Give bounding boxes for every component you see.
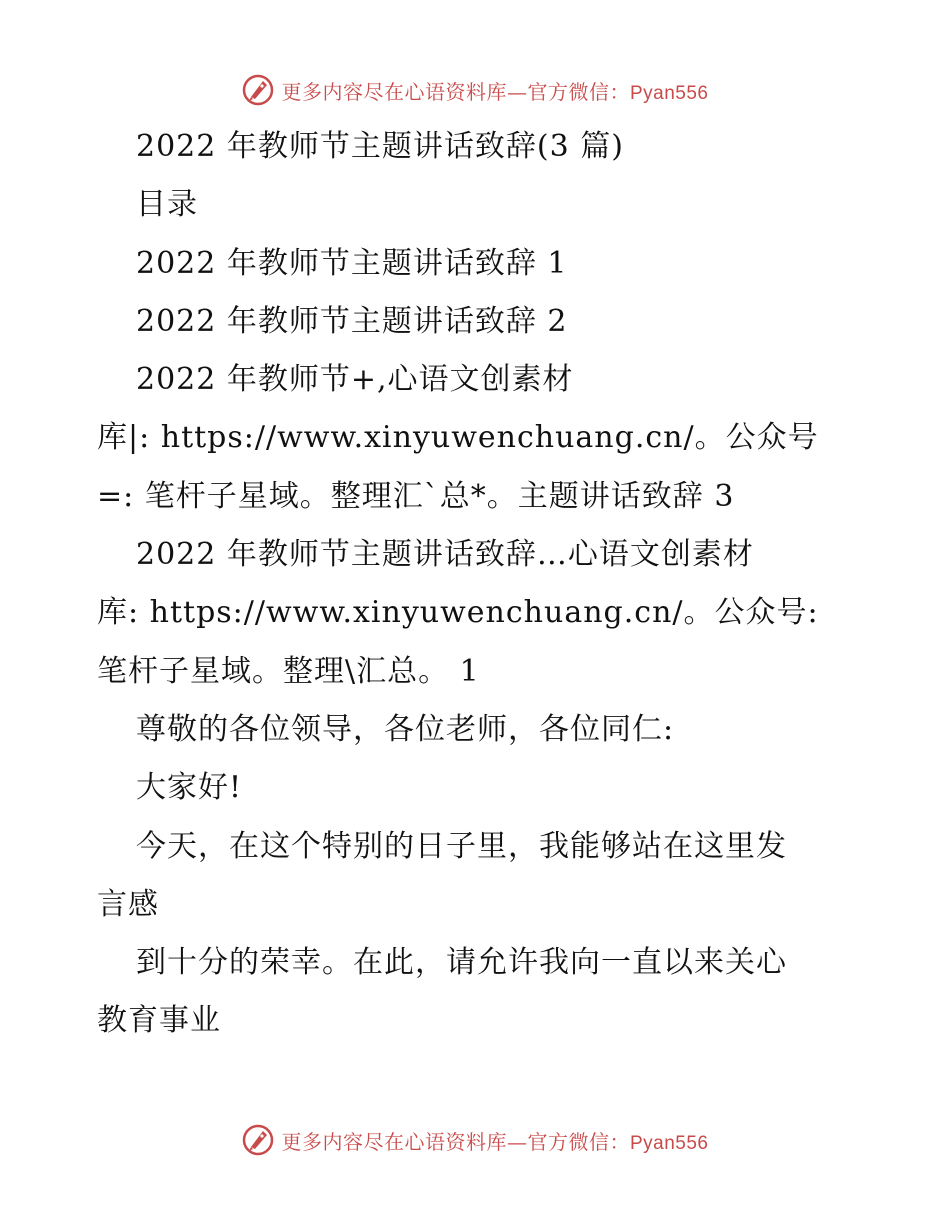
banner-text: 更多内容尽在心语资料库—官方微信： xyxy=(281,79,630,104)
text-line: 2022 年教师节主题讲话致辞 2 xyxy=(136,303,568,339)
fountain-pen-nib-icon xyxy=(241,73,275,107)
banner-wechat-id: Pyan556 xyxy=(629,1132,709,1154)
text-line: 今天，在这个特别的日子里，我能够站在这里发 xyxy=(136,828,787,864)
footer-watermark-banner xyxy=(0,1120,950,1160)
text-line: 笔杆子星域。整理\汇总。 1 xyxy=(97,653,480,689)
header-watermark-banner xyxy=(0,70,950,110)
text-line: 言感 xyxy=(97,886,159,922)
text-line: 2022 年教师节+,心语文创素材 xyxy=(136,362,574,398)
document-body xyxy=(97,118,857,1051)
text-line: 2022 年教师节主题讲话致辞…心语文创素材 xyxy=(136,537,754,573)
text-line: 到十分的荣幸。在此，请允许我向一直以来关心 xyxy=(136,945,787,981)
banner-text: 更多内容尽在心语资料库—官方微信： xyxy=(281,1129,630,1154)
text-line: 尊敬的各位领导，各位老师，各位同仁: xyxy=(136,711,675,747)
text-line: 2022 年教师节主题讲话致辞 1 xyxy=(136,245,568,281)
fountain-pen-nib-icon xyxy=(241,1123,275,1157)
text-line: 2022 年教师节主题讲话致辞(3 篇) xyxy=(136,129,624,164)
text-line: 大家好! xyxy=(136,770,243,806)
banner-wechat-id: Pyan556 xyxy=(629,82,709,104)
text-line: 目录 xyxy=(136,187,198,223)
text-line: =: 笔杆子星域。整理汇`总*。主题讲话致辞 3 xyxy=(97,478,735,514)
text-line: 教育事业 xyxy=(97,1003,221,1039)
text-line: 库|: https://www.xinyuwenchuang.cn/。公众号 xyxy=(97,420,819,456)
text-line: 库: https://www.xinyuwenchuang.cn/。公众号: xyxy=(97,595,819,631)
